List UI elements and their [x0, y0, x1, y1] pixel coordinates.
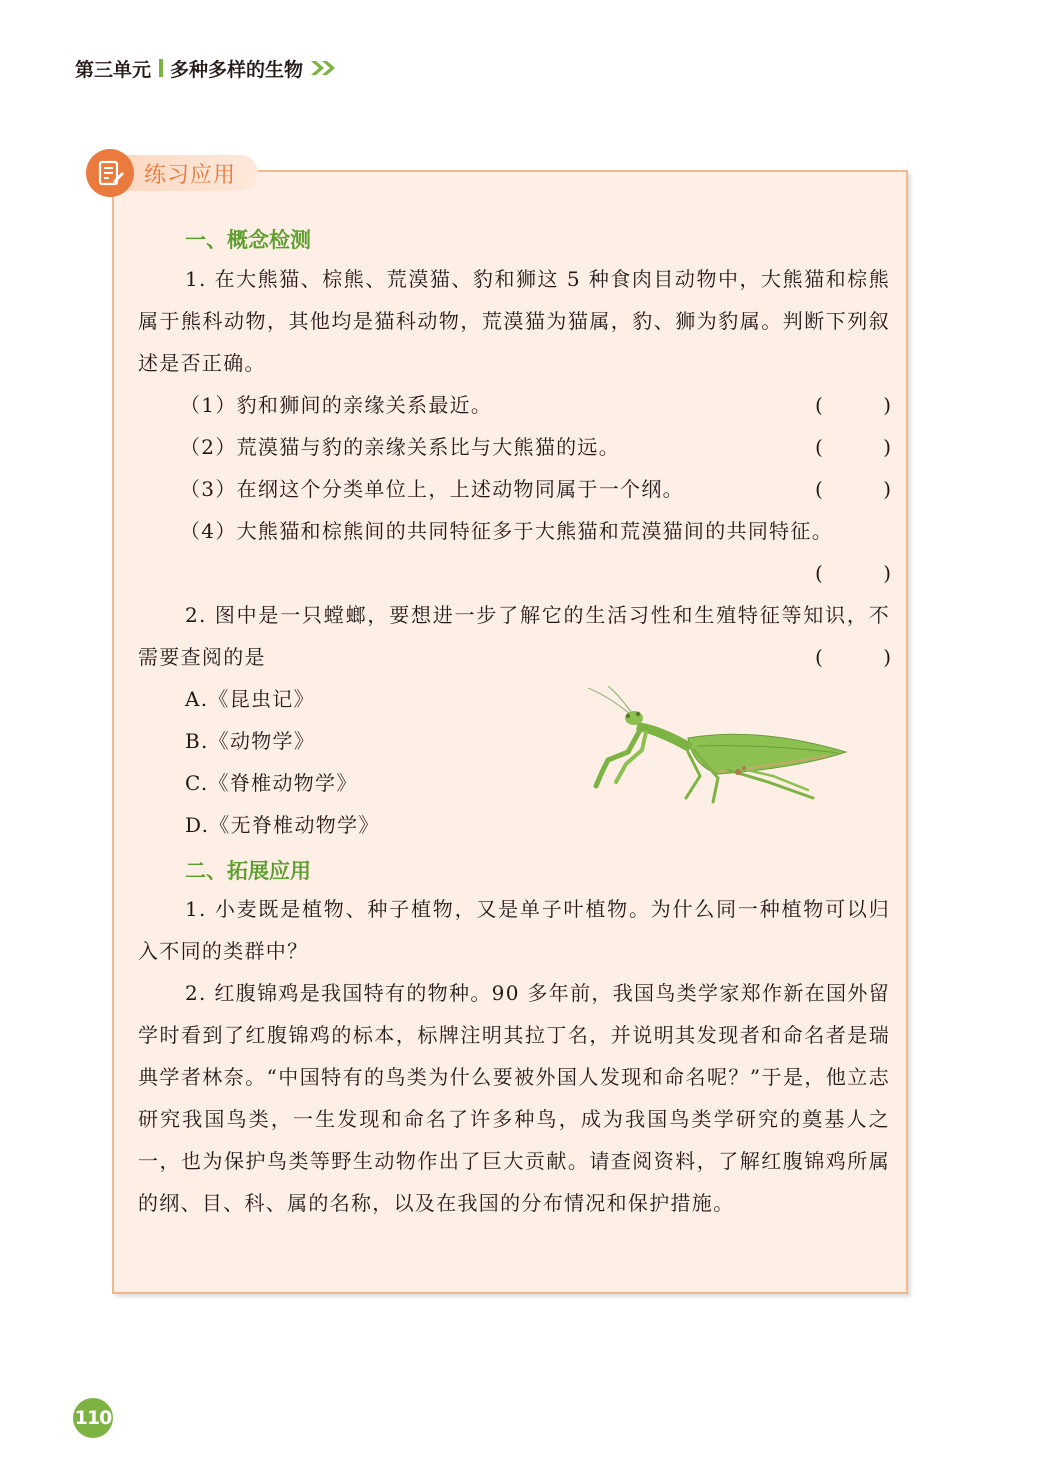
paren-open: (: [815, 393, 823, 417]
section-title-extension: 二、拓展应用: [185, 859, 311, 883]
paren-close: ): [883, 645, 891, 669]
question-1-item: （3）在纲这个分类单位上，上述动物同属于一个纲。: [180, 477, 684, 501]
paren-open: (: [815, 645, 823, 669]
unit-label: 第三单元: [75, 58, 152, 81]
paren-open: (: [815, 435, 823, 459]
paren-close: ): [883, 393, 891, 417]
answer-blank[interactable]: [815, 468, 891, 510]
chapter-title: 多种多样的生物: [170, 58, 304, 81]
running-header: [75, 54, 339, 82]
question-1-item: （2）荒漠猫与豹的亲缘关系比与大熊猫的远。: [180, 435, 621, 459]
section-title-concept-check: 一、概念检测: [185, 228, 311, 252]
exercise-tag: [86, 150, 258, 196]
question-1-item: （1）豹和狮间的亲缘关系最近。: [180, 393, 493, 417]
option-c: C.《脊椎动物学》: [185, 771, 358, 795]
extension-question-1: 1. 小麦既是植物、种子植物，又是单子叶植物。为什么同一种植物可以归入不同的类群中？: [138, 897, 890, 963]
paren-close: ): [883, 477, 891, 501]
extension-question-2: 2. 红腹锦鸡是我国特有的物种。90 多年前，我国鸟类学家郑作新在国外留学时看到了红腹锦鸡的标本，标牌注明其拉丁名，并说明其发现者和命名者是瑞典学者林奈。“中国特有的鸟类为什么要被外国人发现和命名呢？”于是，他立志研究我国鸟类，一生发现和命名了许多种鸟，成为我国鸟类学研究的奠基人之一，也为保护鸟类等野生动物作出了巨大贡献。请查阅资料，了解红腹锦鸡所属的纲、目、科、属的名称，以及在我国的分布情况和保护措施。: [138, 981, 890, 1215]
double-chevron-icon: [309, 59, 339, 77]
option-d: D.《无脊椎动物学》: [185, 813, 380, 837]
document-pencil-icon: [86, 149, 134, 197]
paren-open: (: [815, 561, 823, 585]
page-number: 110: [73, 1398, 113, 1438]
header-divider: [159, 59, 163, 77]
question-2-stem: 2. 图中是一只螳螂，要想进一步了解它的生活习性和生殖特征等知识，不需要查阅的是: [138, 603, 890, 669]
paren-close: ): [883, 561, 891, 585]
option-b: B.《动物学》: [185, 729, 316, 753]
paren-open: (: [815, 477, 823, 501]
paren-close: ): [883, 435, 891, 459]
answer-blank[interactable]: [815, 636, 891, 678]
answer-blank[interactable]: [815, 426, 891, 468]
answer-blank[interactable]: [815, 384, 891, 426]
question-1-stem: 1. 在大熊猫、棕熊、荒漠猫、豹和狮这 5 种食肉目动物中，大熊猫和棕熊属于熊科动物，其他均是猫科动物，荒漠猫为猫属，豹、狮为豹属。判断下列叙述是否正确。: [138, 267, 890, 375]
exercise-tag-label: 练习应用: [126, 155, 258, 191]
answer-blank[interactable]: [815, 552, 891, 594]
option-a: A.《昆虫记》: [185, 687, 315, 711]
mantis-illustration: [568, 686, 853, 806]
question-1-item: （4）大熊猫和棕熊间的共同特征多于大熊猫和荒漠猫间的共同特征。: [180, 519, 834, 543]
